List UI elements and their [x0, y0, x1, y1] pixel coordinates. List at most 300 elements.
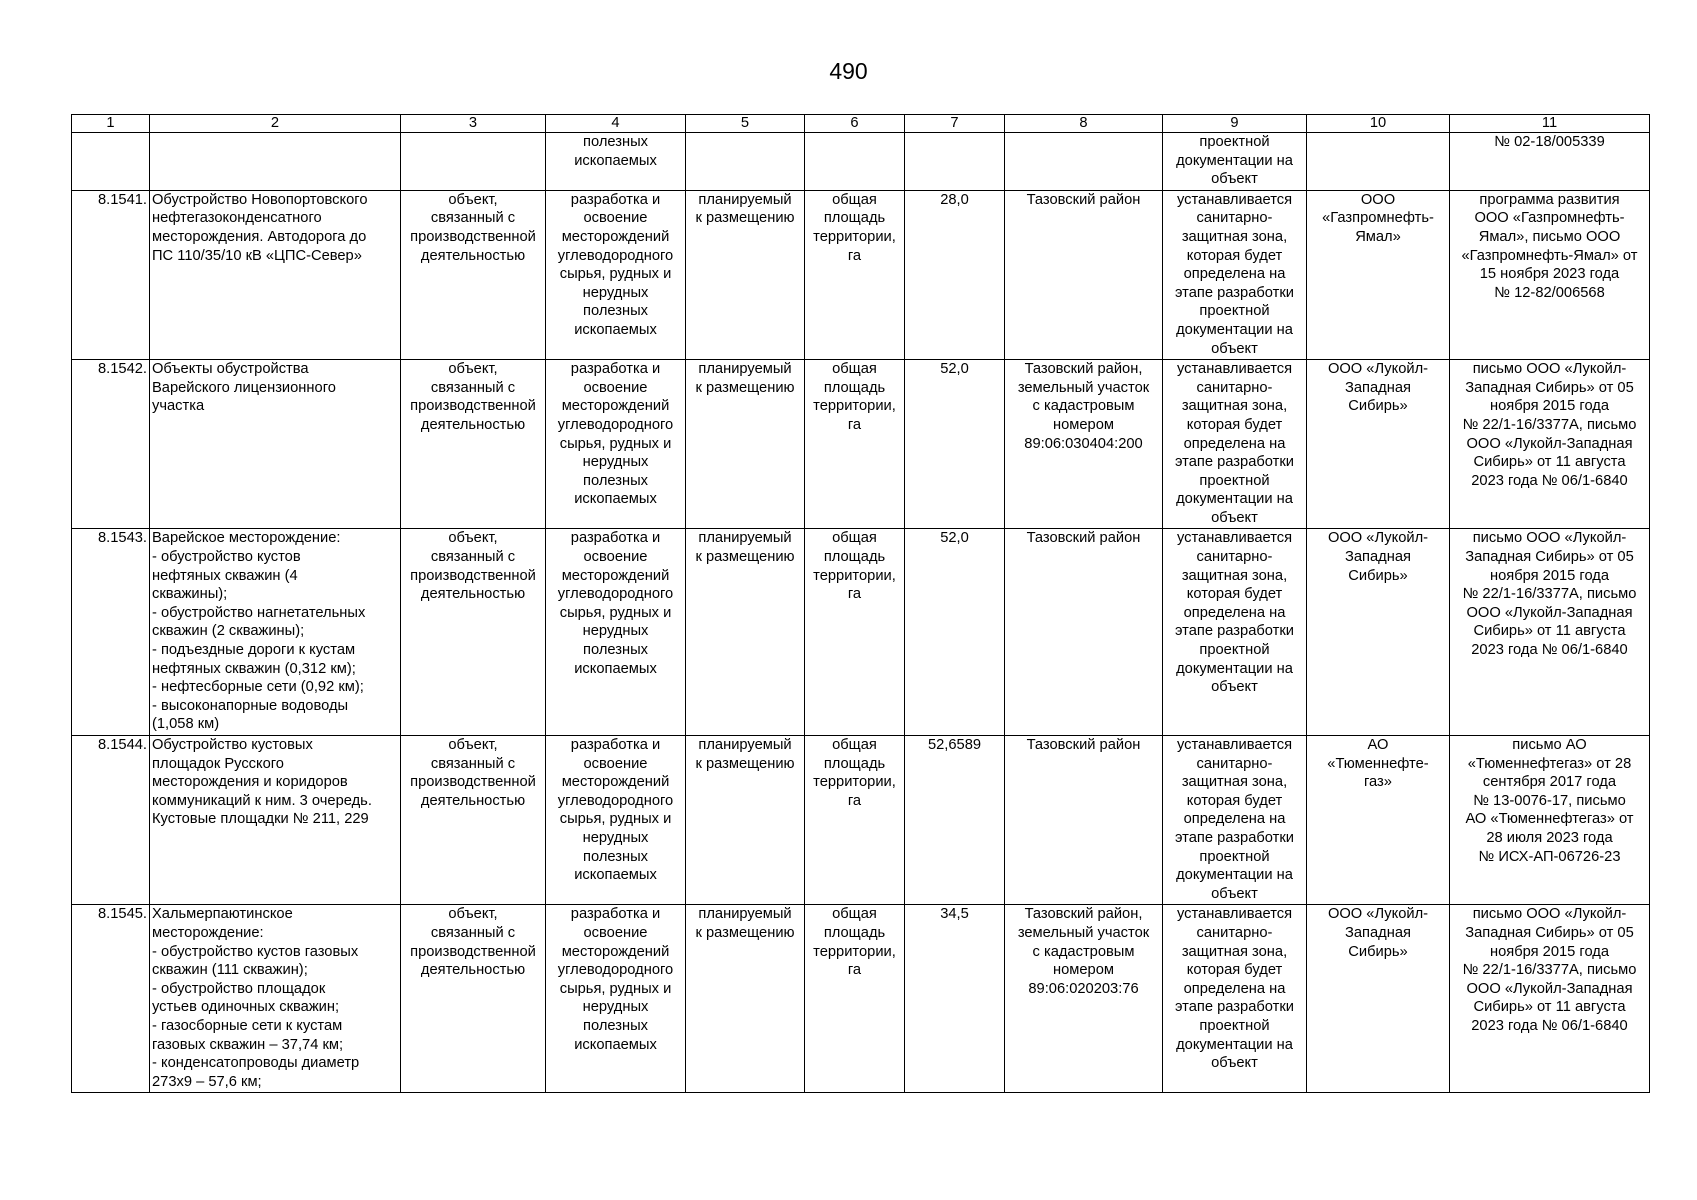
cell-text-line: Сибирь» [1348, 398, 1408, 415]
cell-text-line: которая будет [1186, 586, 1283, 603]
cell-text-line: этапе разработки [1175, 999, 1294, 1016]
cell-text-line: ООО «Лукойл- [1327, 906, 1429, 923]
cell-text-line: месторождения и коридоров [152, 774, 348, 791]
cell-text-line: № 22/1-16/3377А, письмо [1462, 586, 1637, 603]
cell-text-line: сырья, рудных и [559, 811, 672, 828]
table-row [72, 133, 1650, 191]
cell-text-line: земельный участок [1017, 379, 1150, 396]
cell-text-line: Варейского лицензионного [152, 379, 336, 396]
cell-text-line: производственной [410, 774, 536, 791]
purpose-cell [546, 190, 686, 359]
cell-text-line: сентября 2017 года [1482, 774, 1617, 791]
cell-text-line: Обустройство Новопортовского [152, 191, 368, 208]
cell-text-line: нефтяных скважин (4 [152, 567, 298, 584]
cell-text-line: газ» [1364, 774, 1392, 791]
cell-text-line: Обустройство кустовых [152, 737, 313, 753]
page-number: 490 [829, 58, 868, 84]
object-kind-cell [401, 736, 546, 905]
area-type-cell [805, 529, 905, 736]
cell-text-line: 89:06:030404:200 [1024, 435, 1143, 452]
cell-text-line: документации на [1176, 152, 1293, 169]
owner-cell [1307, 190, 1450, 359]
cell-text-line: «Газпромнефть- [1322, 210, 1434, 227]
cell-text-line: проектной [1199, 642, 1270, 659]
cell-text-line: определена на [1183, 604, 1286, 621]
cell-text-line: производственной [410, 398, 536, 415]
cell-text-line: устанавливается [1176, 361, 1293, 378]
cell-text-line: га [847, 962, 862, 979]
cell-text-line: ООО [1360, 191, 1396, 208]
cell-text-line: Ямал», письмо ООО [1478, 228, 1621, 245]
cell-text-line: Ямал» [1355, 228, 1401, 245]
cell-text-line: объект [1211, 679, 1258, 696]
cell-text-line: производственной [410, 228, 536, 245]
cell-text-line: проектной [1199, 472, 1270, 489]
cell-text-line: «Газпромнефть-Ямал» от [1461, 247, 1638, 264]
cell-text-line: определена на [1183, 435, 1286, 452]
area-type-cell [805, 190, 905, 359]
cell-text-line: полезных [583, 303, 648, 320]
cell-text-line: определена на [1183, 266, 1286, 283]
cell-text-line: письмо ООО «Лукойл- [1472, 906, 1627, 923]
cell-text-line: освоение [583, 210, 648, 227]
cell-text-line: защитная зона, [1181, 943, 1288, 960]
cell-text-line: разработка и [570, 530, 661, 547]
cell-text-line: Тазовский район, [1024, 906, 1143, 923]
cell-text-line: производственной [410, 943, 536, 960]
cell-text-line: месторождений [561, 228, 670, 245]
cell-text-line: 273х9 – 57,6 км; [152, 1073, 262, 1090]
column-number: 2 [150, 115, 401, 133]
cell-text-line: разработка и [570, 737, 661, 753]
basis-document-cell [1450, 905, 1650, 1093]
cell-text-line: скважин (111 скважин); [152, 962, 308, 979]
cell-text-line: месторождений [561, 774, 670, 791]
purpose-cell [546, 360, 686, 529]
cell-text-line: определена на [1183, 811, 1286, 828]
cell-text-line: Западная [1345, 549, 1411, 566]
cell-text-line: освоение [583, 549, 648, 566]
owner-cell [1307, 905, 1450, 1093]
column-number: 11 [1450, 115, 1650, 133]
cell-text-line: 15 ноября 2023 года [1479, 266, 1620, 283]
cell-text-line: деятельностью [420, 586, 526, 603]
cell-text-line: устьев одиночных скважин; [152, 999, 340, 1016]
cell-text-line: месторождений [561, 943, 670, 960]
area-value-cell: 34,5 [905, 905, 1005, 1093]
cell-text-line: полезных [583, 848, 648, 865]
cell-text-line: объект [1211, 1055, 1258, 1072]
basis-document-cell [1450, 529, 1650, 736]
cell-text-line: Тазовский район [1026, 530, 1141, 547]
cell-text-line: № 13-0076-17, письмо [1473, 792, 1626, 809]
cell-text-line: месторождений [561, 398, 670, 415]
cell-text-line: сырья, рудных и [559, 266, 672, 283]
cell-text-line: объект, [448, 361, 498, 378]
cell-text-line: га [847, 416, 862, 433]
cell-text-line: «Тюменнефте- [1327, 755, 1429, 772]
cell-text-line: планируемый [698, 191, 792, 208]
cell-text-line: защитная зона, [1181, 567, 1288, 584]
cell-text-line: нерудных [582, 999, 649, 1016]
cell-text-line: 28 июля 2023 года [1486, 829, 1613, 846]
protection-zone-cell [1163, 529, 1307, 736]
cell-text-line: номером [1053, 962, 1114, 979]
item-number-cell: 8.1544. [72, 736, 150, 905]
cell-text-line: 2023 года № 06/1-6840 [1471, 1017, 1628, 1034]
cell-text-line: общая [832, 361, 877, 378]
table-row [72, 905, 1650, 1093]
cell-text-line: скважины); [152, 586, 228, 603]
cell-text-line: этапе разработки [1175, 829, 1294, 846]
cell-text-line: документации на [1176, 867, 1293, 884]
cell-text-line: № 02-18/005339 [1494, 134, 1605, 150]
purpose-cell [546, 736, 686, 905]
cell-text-line: Объекты обустройства [152, 361, 309, 378]
cell-text-line: документации на [1176, 491, 1293, 508]
cell-text-line: ископаемых [574, 660, 657, 677]
cell-text-line: площадь [823, 379, 886, 396]
cell-text-line: га [847, 792, 862, 809]
protection-zone-cell [1163, 905, 1307, 1093]
cell-text-line: с кадастровым [1032, 943, 1135, 960]
cell-text-line: Варейское месторождение: [152, 530, 341, 547]
cell-text-line: ископаемых [574, 152, 657, 169]
cell-text-line: документации на [1176, 660, 1293, 677]
cell-text-line: к размещению [695, 924, 795, 941]
cell-text-line: объект, [448, 906, 498, 923]
cell-text-line: Тазовский район [1026, 191, 1141, 208]
cell-text-line: защитная зона, [1181, 398, 1288, 415]
cell-text-line: ископаемых [574, 491, 657, 508]
cell-text-line: № 22/1-16/3377А, письмо [1462, 962, 1637, 979]
cell-text-line: документации на [1176, 321, 1293, 338]
protection-zone-cell [1163, 360, 1307, 529]
object-name-cell [150, 905, 401, 1093]
cell-text-line: 2023 года № 06/1-6840 [1471, 642, 1628, 659]
object-kind-cell [401, 133, 546, 191]
object-name-cell [150, 736, 401, 905]
table-body [72, 133, 1650, 1093]
cell-text-line: устанавливается [1176, 906, 1293, 923]
cell-text-line: связанный с [430, 924, 516, 941]
cell-text-line: газовых скважин – 37,74 км; [152, 1036, 344, 1053]
cell-text-line: объект, [448, 191, 498, 208]
status-cell [686, 360, 805, 529]
cell-text-line: - обустройство кустов [152, 549, 301, 566]
cell-text-line: № 12-82/006568 [1494, 284, 1605, 301]
cell-text-line: к размещению [695, 210, 795, 227]
column-number: 7 [905, 115, 1005, 133]
column-number: 5 [686, 115, 805, 133]
cell-text-line: территории, [813, 228, 896, 245]
cell-text-line: ископаемых [574, 867, 657, 884]
protection-zone-cell [1163, 190, 1307, 359]
cell-text-line: площадь [823, 210, 886, 227]
cell-text-line: Сибирь» [1348, 943, 1408, 960]
cell-text-line: площадок Русского [152, 755, 284, 772]
cell-text-line: защитная зона, [1181, 774, 1288, 791]
area-value-cell: 28,0 [905, 190, 1005, 359]
purpose-cell [546, 529, 686, 736]
cell-text-line: № ИСХ-АП-06726-23 [1478, 848, 1621, 865]
cell-text-line: ископаемых [574, 1036, 657, 1053]
cell-text-line: к размещению [695, 549, 795, 566]
column-number-row [72, 115, 1650, 133]
cell-text-line: участка [152, 398, 205, 415]
purpose-cell [546, 905, 686, 1093]
cell-text-line: планируемый [698, 906, 792, 923]
table-row [72, 190, 1650, 359]
cell-text-line: планируемый [698, 530, 792, 547]
cell-text-line: которая будет [1186, 962, 1283, 979]
cell-text-line: ООО «Лукойл- [1327, 530, 1429, 547]
protection-zone-cell [1163, 133, 1307, 191]
status-cell [686, 736, 805, 905]
object-name-cell [150, 529, 401, 736]
purpose-cell [546, 133, 686, 191]
cell-text-line: Западная Сибирь» от 05 [1465, 924, 1634, 941]
cell-text-line: ПС 110/35/10 кВ «ЦПС-Север» [152, 247, 362, 264]
cell-text-line: ископаемых [574, 321, 657, 338]
cell-text-line: проектной [1199, 1017, 1270, 1034]
cell-text-line: устанавливается [1176, 530, 1293, 547]
cell-text-line: - высоконапорные водоводы [152, 697, 349, 714]
item-number-cell: 8.1543. [72, 529, 150, 736]
cell-text-line: объект [1211, 171, 1258, 188]
cell-text-line: ООО «Лукойл-Западная [1466, 435, 1633, 452]
cell-text-line: номером [1053, 416, 1114, 433]
location-cell [1005, 360, 1163, 529]
cell-text-line: деятельностью [420, 962, 526, 979]
cell-text-line: земельный участок [1017, 924, 1150, 941]
cell-text-line: к размещению [695, 379, 795, 396]
table-row [72, 529, 1650, 736]
cell-text-line: месторождение: [152, 924, 264, 941]
cell-text-line: проектной [1199, 303, 1270, 320]
cell-text-line: площадь [823, 549, 886, 566]
cell-text-line: освоение [583, 379, 648, 396]
cell-text-line: программа развития [1479, 191, 1620, 208]
cell-text-line: территории, [813, 567, 896, 584]
cell-text-line: к размещению [695, 755, 795, 772]
cell-text-line: коммуникаций к ним. 3 очередь. [152, 792, 372, 809]
cell-text-line: связанный с [430, 379, 516, 396]
cell-text-line: устанавливается [1176, 737, 1293, 753]
cell-text-line: планируемый [698, 361, 792, 378]
column-number: 9 [1163, 115, 1307, 133]
cell-text-line: ООО «Лукойл-Западная [1466, 604, 1633, 621]
cell-text-line: полезных [583, 472, 648, 489]
cell-text-line: определена на [1183, 980, 1286, 997]
table-row [72, 360, 1650, 529]
cell-text-line: связанный с [430, 755, 516, 772]
cell-text-line: нерудных [582, 284, 649, 301]
column-number: 3 [401, 115, 546, 133]
cell-text-line: полезных [583, 1017, 648, 1034]
status-cell [686, 190, 805, 359]
basis-document-cell [1450, 360, 1650, 529]
cell-text-line: освоение [583, 755, 648, 772]
cell-text-line: 2023 года № 06/1-6840 [1471, 472, 1628, 489]
cell-text-line: месторождения. Автодорога до [152, 228, 367, 245]
cell-text-line: производственной [410, 567, 536, 584]
basis-document-cell [1450, 133, 1650, 191]
object-name-cell [150, 190, 401, 359]
cell-text-line: Сибирь» от 11 августа [1473, 999, 1626, 1016]
cell-text-line: письмо ООО «Лукойл- [1472, 361, 1627, 378]
cell-text-line: ООО «Лукойл- [1327, 361, 1429, 378]
cell-text-line: - обустройство площадок [152, 980, 326, 997]
cell-text-line: проектной [1199, 848, 1270, 865]
column-number: 6 [805, 115, 905, 133]
object-kind-cell [401, 529, 546, 736]
register-table [71, 114, 1650, 1093]
cell-text-line: которая будет [1186, 416, 1283, 433]
area-type-cell [805, 736, 905, 905]
owner-cell [1307, 529, 1450, 736]
protection-zone-cell [1163, 736, 1307, 905]
area-type-cell [805, 133, 905, 191]
cell-text-line: - подъездные дороги к кустам [152, 642, 356, 659]
cell-text-line: которая будет [1186, 792, 1283, 809]
cell-text-line: - обустройство кустов газовых [152, 943, 359, 960]
table-row [72, 736, 1650, 905]
cell-text-line: АО «Тюменнефтегаз» от [1465, 811, 1634, 828]
cell-text-line: Западная [1345, 379, 1411, 396]
cell-text-line: сырья, рудных и [559, 980, 672, 997]
status-cell [686, 529, 805, 736]
cell-text-line: га [847, 586, 862, 603]
area-value-cell: 52,0 [905, 360, 1005, 529]
cell-text-line: с кадастровым [1032, 398, 1135, 415]
cell-text-line: нефтегазоконденсатного [152, 210, 322, 227]
owner-cell [1307, 133, 1450, 191]
cell-text-line: общая [832, 737, 877, 753]
cell-text-line: Сибирь» [1348, 567, 1408, 584]
item-number-cell [72, 133, 150, 191]
cell-text-line: нерудных [582, 454, 649, 471]
column-number: 8 [1005, 115, 1163, 133]
cell-text-line: связанный с [430, 210, 516, 227]
cell-text-line: общая [832, 906, 877, 923]
cell-text-line: Кустовые площадки № 211, 229 [152, 811, 369, 828]
cell-text-line: Западная Сибирь» от 05 [1465, 549, 1634, 566]
object-kind-cell [401, 360, 546, 529]
item-number-cell: 8.1545. [72, 905, 150, 1093]
cell-text-line: Тазовский район [1026, 737, 1141, 753]
cell-text-line: - обустройство нагнетательных [152, 604, 366, 621]
cell-text-line: Западная [1345, 924, 1411, 941]
cell-text-line: деятельностью [420, 416, 526, 433]
cell-text-line: Сибирь» от 11 августа [1473, 623, 1626, 640]
cell-text-line: документации на [1176, 1036, 1293, 1053]
cell-text-line: санитарно- [1196, 549, 1273, 566]
location-cell [1005, 190, 1163, 359]
cell-text-line: углеводородного [557, 247, 674, 264]
area-type-cell [805, 360, 905, 529]
cell-text-line: - нефтесборные сети (0,92 км); [152, 679, 364, 696]
cell-text-line: углеводородного [557, 586, 674, 603]
cell-text-line: освоение [583, 924, 648, 941]
cell-text-line: га [847, 247, 862, 264]
cell-text-line: этапе разработки [1175, 284, 1294, 301]
cell-text-line: Тазовский район, [1024, 361, 1143, 378]
cell-text-line: деятельностью [420, 247, 526, 264]
cell-text-line: площадь [823, 924, 886, 941]
cell-text-line: планируемый [698, 737, 792, 753]
cell-text-line: санитарно- [1196, 379, 1273, 396]
area-value-cell: 52,6589 [905, 736, 1005, 905]
object-name-cell [150, 133, 401, 191]
cell-text-line: защитная зона, [1181, 228, 1288, 245]
cell-text-line: этапе разработки [1175, 454, 1294, 471]
location-cell [1005, 905, 1163, 1093]
area-value-cell [905, 133, 1005, 191]
object-kind-cell [401, 190, 546, 359]
item-number-cell: 8.1542. [72, 360, 150, 529]
cell-text-line: объект [1211, 885, 1258, 902]
cell-text-line: общая [832, 191, 877, 208]
cell-text-line: месторождений [561, 567, 670, 584]
cell-text-line: деятельностью [420, 792, 526, 809]
cell-text-line: территории, [813, 774, 896, 791]
cell-text-line: 89:06:020203:76 [1028, 980, 1139, 997]
cell-text-line: санитарно- [1196, 210, 1273, 227]
cell-text-line: ноября 2015 года [1489, 943, 1610, 960]
location-cell [1005, 736, 1163, 905]
owner-cell [1307, 360, 1450, 529]
cell-text-line: сырья, рудных и [559, 435, 672, 452]
cell-text-line: полезных [583, 642, 648, 659]
cell-text-line: углеводородного [557, 416, 674, 433]
cell-text-line: скважин (2 скважины); [152, 623, 305, 640]
cell-text-line: площадь [823, 755, 886, 772]
cell-text-line: санитарно- [1196, 755, 1273, 772]
cell-text-line: Хальмерпаютинское [152, 906, 293, 923]
cell-text-line: устанавливается [1176, 191, 1293, 208]
cell-text-line: общая [832, 530, 877, 547]
cell-text-line: которая будет [1186, 247, 1283, 264]
cell-text-line: письмо ООО «Лукойл- [1472, 530, 1627, 547]
item-number-cell: 8.1541. [72, 190, 150, 359]
area-value-cell: 52,0 [905, 529, 1005, 736]
cell-text-line: территории, [813, 398, 896, 415]
cell-text-line: объект, [448, 737, 498, 753]
cell-text-line: разработка и [570, 361, 661, 378]
object-kind-cell [401, 905, 546, 1093]
basis-document-cell [1450, 736, 1650, 905]
cell-text-line: связанный с [430, 549, 516, 566]
cell-text-line: объект, [448, 530, 498, 547]
cell-text-line: санитарно- [1196, 924, 1273, 941]
cell-text-line: ноября 2015 года [1489, 398, 1610, 415]
cell-text-line: Сибирь» от 11 августа [1473, 454, 1626, 471]
cell-text-line: объект [1211, 509, 1258, 526]
cell-text-line: объект [1211, 340, 1258, 357]
column-number: 1 [72, 115, 150, 133]
location-cell [1005, 133, 1163, 191]
basis-document-cell [1450, 190, 1650, 359]
column-number: 4 [546, 115, 686, 133]
cell-text-line: этапе разработки [1175, 623, 1294, 640]
object-name-cell [150, 360, 401, 529]
cell-text-line: (1,058 км) [152, 716, 220, 733]
owner-cell [1307, 736, 1450, 905]
cell-text-line: «Тюменнефтегаз» от 28 [1467, 755, 1632, 772]
cell-text-line: ООО «Газпромнефть- [1474, 210, 1625, 227]
cell-text-line: № 22/1-16/3377А, письмо [1462, 416, 1637, 433]
